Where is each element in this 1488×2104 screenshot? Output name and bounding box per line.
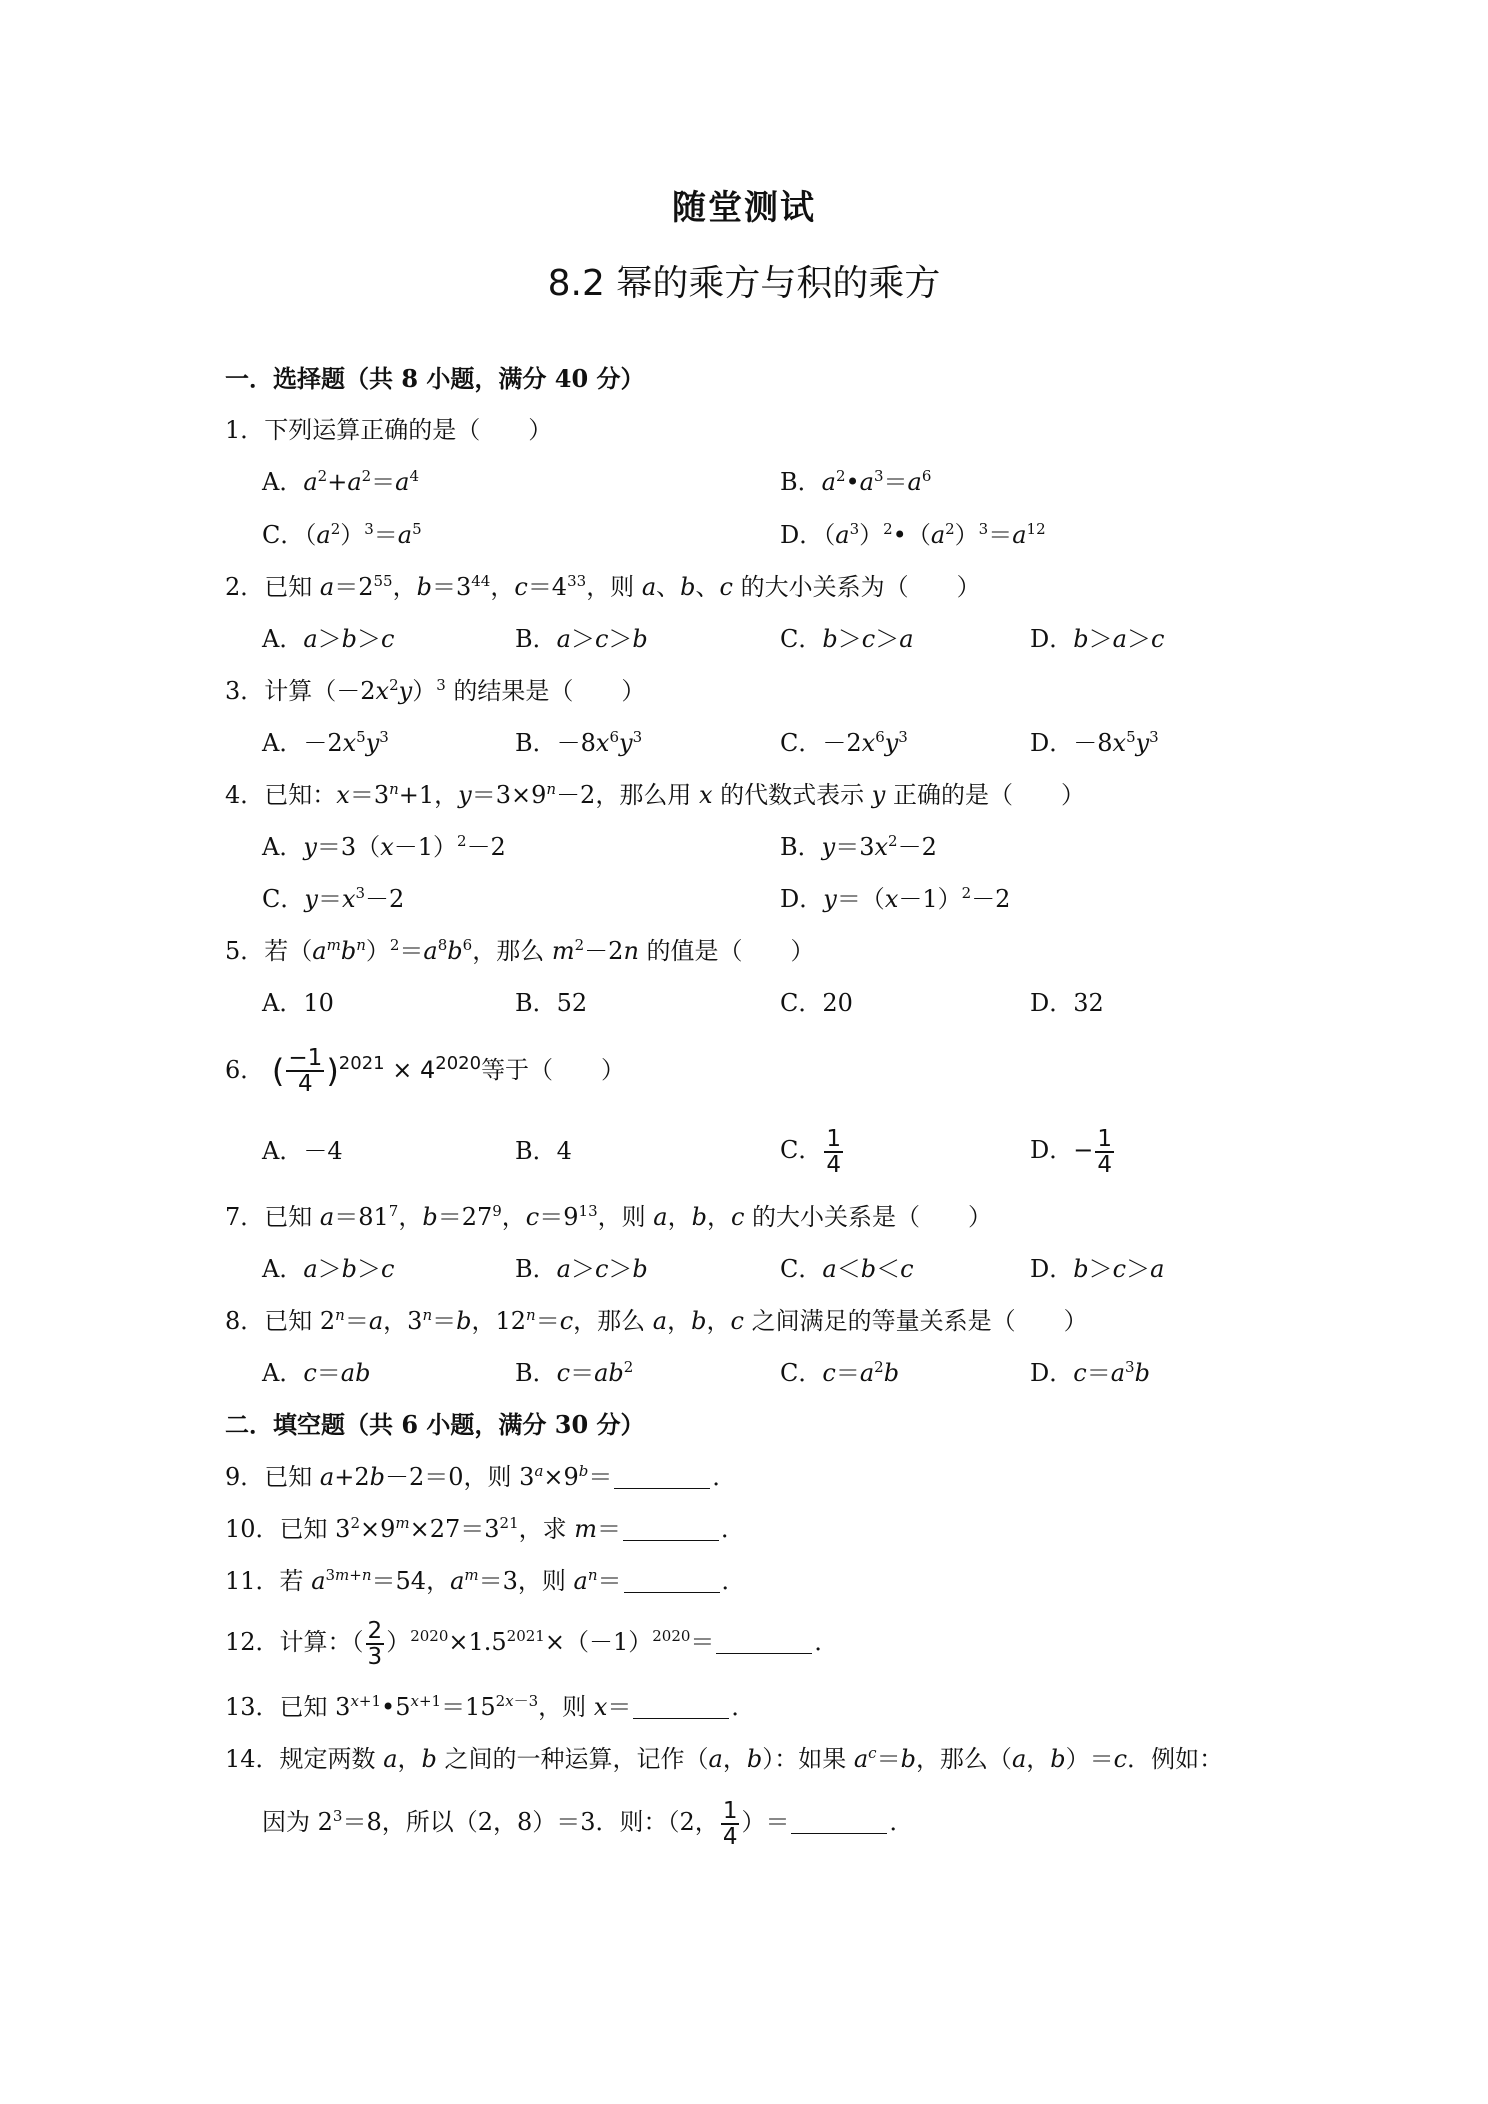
question-7-option-a: A．a＞b＞c (262, 1255, 395, 1283)
question-9-stem: 9．已知 a+2b－2＝0，则 $3^a\times 9^b=$ ． (225, 1462, 737, 1491)
question-7-option-c: C．a＜b＜c (780, 1255, 914, 1283)
question-3-option-c: C．$-2x^6y^3$ (780, 728, 908, 757)
question-2-option-b: B．a＞c＞b (515, 625, 648, 653)
question-1-stem: 1．下列运算正确的是（ ） (225, 416, 553, 444)
question-13-stem: 13．已知 $3^{x+1}•5^{x+1}=15^{2x-3}$，则 x＝ ． (225, 1692, 756, 1721)
section-heading-choice: 一．选择题（共 8 小题，满分 40 分） (225, 364, 645, 393)
question-1-option-b: B．$a^2•a^3=a^6$ (780, 467, 932, 496)
question-4-option-c: C．$y=x^3-2$ (262, 884, 405, 913)
question-14-stem-line2: 因为 $2^3=8$，所以（2，8）＝3．则：（2， $\frac{1}{4}$ ）＝ ． (262, 1797, 914, 1850)
question-2-option-a: A．a＞b＞c (262, 625, 395, 653)
question-6-option-d: D．− $\frac{1}{4}$ (1030, 1125, 1112, 1178)
question-12-stem: 12．计算：（ $\frac{2}{3}$ ）$^{2020}\times 1.5^{2021}\times(-1)^{2020}=$ ． (225, 1617, 839, 1670)
question-1-option-c: C．$(a^2)^3=a^5$ (262, 520, 422, 549)
question-5-option-c: C．20 (780, 989, 853, 1017)
question-6-option-c: C． $\frac{1}{4}$ (780, 1125, 842, 1178)
question-4-option-d: D．$y=(x-1)^2-2$ (780, 884, 1011, 913)
question-8-option-d: D．$c=a^3b$ (1030, 1358, 1150, 1387)
question-3-option-d: D．$-8x^5y^3$ (1030, 728, 1159, 757)
question-10-stem: 10．已知 $3^2\times 9^m\times 27=3^{21}$，求 m＝ ． (225, 1514, 746, 1543)
section-heading-fill: 二．填空题（共 6 小题，满分 30 分） (225, 1410, 645, 1439)
answer-blank[interactable] (624, 1568, 720, 1593)
question-3-stem: 3．计算$(-2x^2y)^3$ 的结果是（ ） (225, 676, 646, 705)
question-6-formula: ( $\frac{-1}{4}$ )$^{2021} \times 4^{2020}$ (271, 1045, 482, 1097)
question-2-stem: 2．已知 $a=2^{55}$，$b=3^{44}$，$c=4^{33}$，则 a、b、c 的大小关系为（ ） (225, 572, 981, 601)
answer-blank[interactable] (791, 1809, 887, 1834)
question-8-option-a: A．c＝ab (262, 1359, 371, 1387)
question-5-option-d: D．32 (1030, 989, 1104, 1017)
question-4-option-a: A．$y=3(x-1)^2-2$ (262, 832, 506, 861)
question-5-option-a: A．10 (262, 989, 334, 1017)
question-2-option-d: D．b＞a＞c (1030, 625, 1165, 653)
question-8-stem: 8．已知 $2^n=a$，$3^n=b$，$12^n=c$，那么 a，b，c 之间满足的等量关系是（ ） (225, 1306, 1088, 1335)
question-5-stem: 5．若$(a^mb^n)^2=a^8b^6$，那么 $m^2-2n$ 的值是（ ） (225, 936, 815, 965)
question-7-option-d: D．b＞c＞a (1030, 1255, 1165, 1283)
page-subtitle: 8.2 幂的乘方与积的乘方 (547, 263, 941, 304)
question-4-stem: 4．已知：$x=3^n+1$，$y=3\times 9^n-2$，那么用 x 的代数式表示 y 正确的是（ ） (225, 780, 1085, 809)
question-7-stem: 7．已知 $a=81^7$，$b=27^9$，$c=9^{13}$，则 a，b，c 的大小关系是（ ） (225, 1202, 993, 1231)
question-4-option-b: B．$y=3x^2-2$ (780, 832, 937, 861)
question-3-option-b: B．$-8x^6y^3$ (515, 728, 643, 757)
answer-blank[interactable] (633, 1694, 729, 1719)
question-5-option-b: B．52 (515, 989, 588, 1017)
question-8-option-c: C．$c=a^2b$ (780, 1358, 900, 1387)
question-2-option-c: C．b＞c＞a (780, 625, 914, 653)
question-14-stem-line1: 14．规定两数 a，b 之间的一种运算，记作（a，b）：如果 $a^c=b$，那么（a，b）＝c．例如： (225, 1744, 1224, 1773)
question-3-option-a: A．$-2x^5y^3$ (262, 728, 389, 757)
question-1-option-d: D．$(a^3)^2•(a^2)^3=a^{12}$ (780, 520, 1046, 549)
answer-blank[interactable] (623, 1516, 719, 1541)
question-6-stem: 6． ( $\frac{-1}{4}$ )$^{2021} \times 4^{2020}$等于（ ） (225, 1045, 626, 1097)
question-1-option-a: A．$a^2+a^2=a^4$ (262, 467, 420, 496)
question-7-option-b: B．a＞c＞b (515, 1255, 648, 1283)
question-6-option-a: A．－4 (262, 1137, 343, 1165)
answer-blank[interactable] (716, 1629, 812, 1654)
question-11-stem: 11．若 $a^{3m+n}=54$，$a^m=3$，则 $a^n=$ ． (225, 1566, 746, 1595)
question-6-option-b: B．4 (515, 1137, 572, 1165)
page-title: 随堂测试 (672, 188, 816, 228)
question-8-option-b: B．$c=ab^2$ (515, 1358, 634, 1387)
answer-blank[interactable] (614, 1464, 710, 1489)
